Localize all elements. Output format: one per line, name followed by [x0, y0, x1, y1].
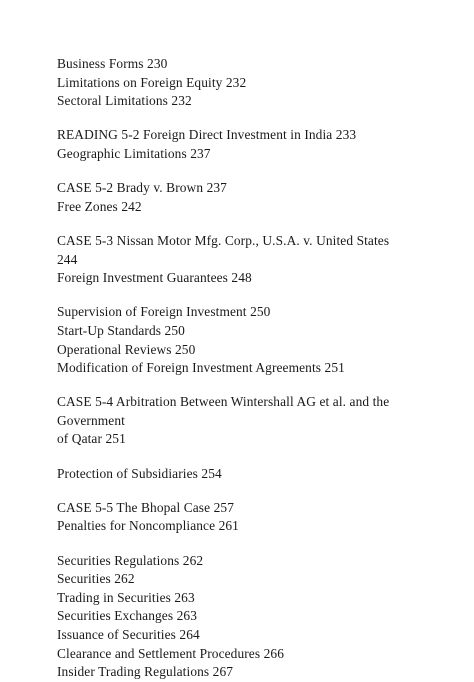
paragraph-gap	[57, 164, 457, 180]
toc-line: CASE 5-4 Arbitration Between Wintershall AG et al. and the	[57, 394, 390, 410]
toc-line: Penalties for Noncompliance 261	[57, 518, 239, 534]
toc-line: CASE 5-3 Nissan Motor Mfg. Corp., U.S.A. v. United States	[57, 232, 390, 248]
toc-line: Clearance and Settlement Procedures 266	[57, 645, 284, 661]
toc-line: Business Forms 230	[57, 56, 168, 71]
toc-line: READING 5-2 Foreign Direct Investment in India 233	[57, 127, 357, 143]
toc-line: Protection of Subsidiaries 254	[57, 465, 222, 481]
toc-line: Supervision of Foreign Investment 250	[57, 304, 271, 320]
toc-content	[57, 55, 457, 682]
toc-line: 244	[57, 251, 78, 267]
toc-line: Limitations on Foreign Equity 232	[57, 74, 247, 90]
toc-line: Government	[57, 412, 125, 428]
toc-line: Trading in Securities 263	[57, 589, 195, 605]
toc-line: Geographic Limitations 237	[57, 145, 211, 161]
toc-line: Operational Reviews 250	[57, 341, 196, 357]
toc-line: Securities Regulations 262	[57, 552, 204, 568]
paragraph-gap	[57, 111, 457, 127]
toc-line: Securities 262	[57, 571, 135, 587]
paragraph-gap	[57, 216, 457, 232]
paragraph-gap	[57, 378, 457, 394]
toc-line: Modification of Foreign Investment Agreements 251	[57, 360, 345, 376]
toc-line: Sectoral Limitations 232	[57, 93, 192, 109]
toc-line: Free Zones 242	[57, 198, 142, 214]
toc-line: Foreign Investment Guarantees 248	[57, 270, 252, 286]
toc-line: CASE 5-2 Brady v. Brown 237	[57, 180, 227, 196]
toc-line: Issuance of Securities 264	[57, 627, 200, 642]
paragraph-gap	[57, 483, 457, 499]
paragraph-gap	[57, 536, 457, 552]
toc-line: Start-Up Standards 250	[57, 322, 185, 338]
paragraph-gap	[57, 449, 457, 465]
toc-line: CASE 5-5 The Bhopal Case 257	[57, 499, 234, 515]
paragraph-gap	[57, 288, 457, 304]
toc-line: Securities Exchanges 263	[57, 608, 197, 624]
toc-line: Insider Trading Regulations 267	[57, 664, 234, 680]
toc-line: of Qatar 251	[57, 431, 126, 447]
